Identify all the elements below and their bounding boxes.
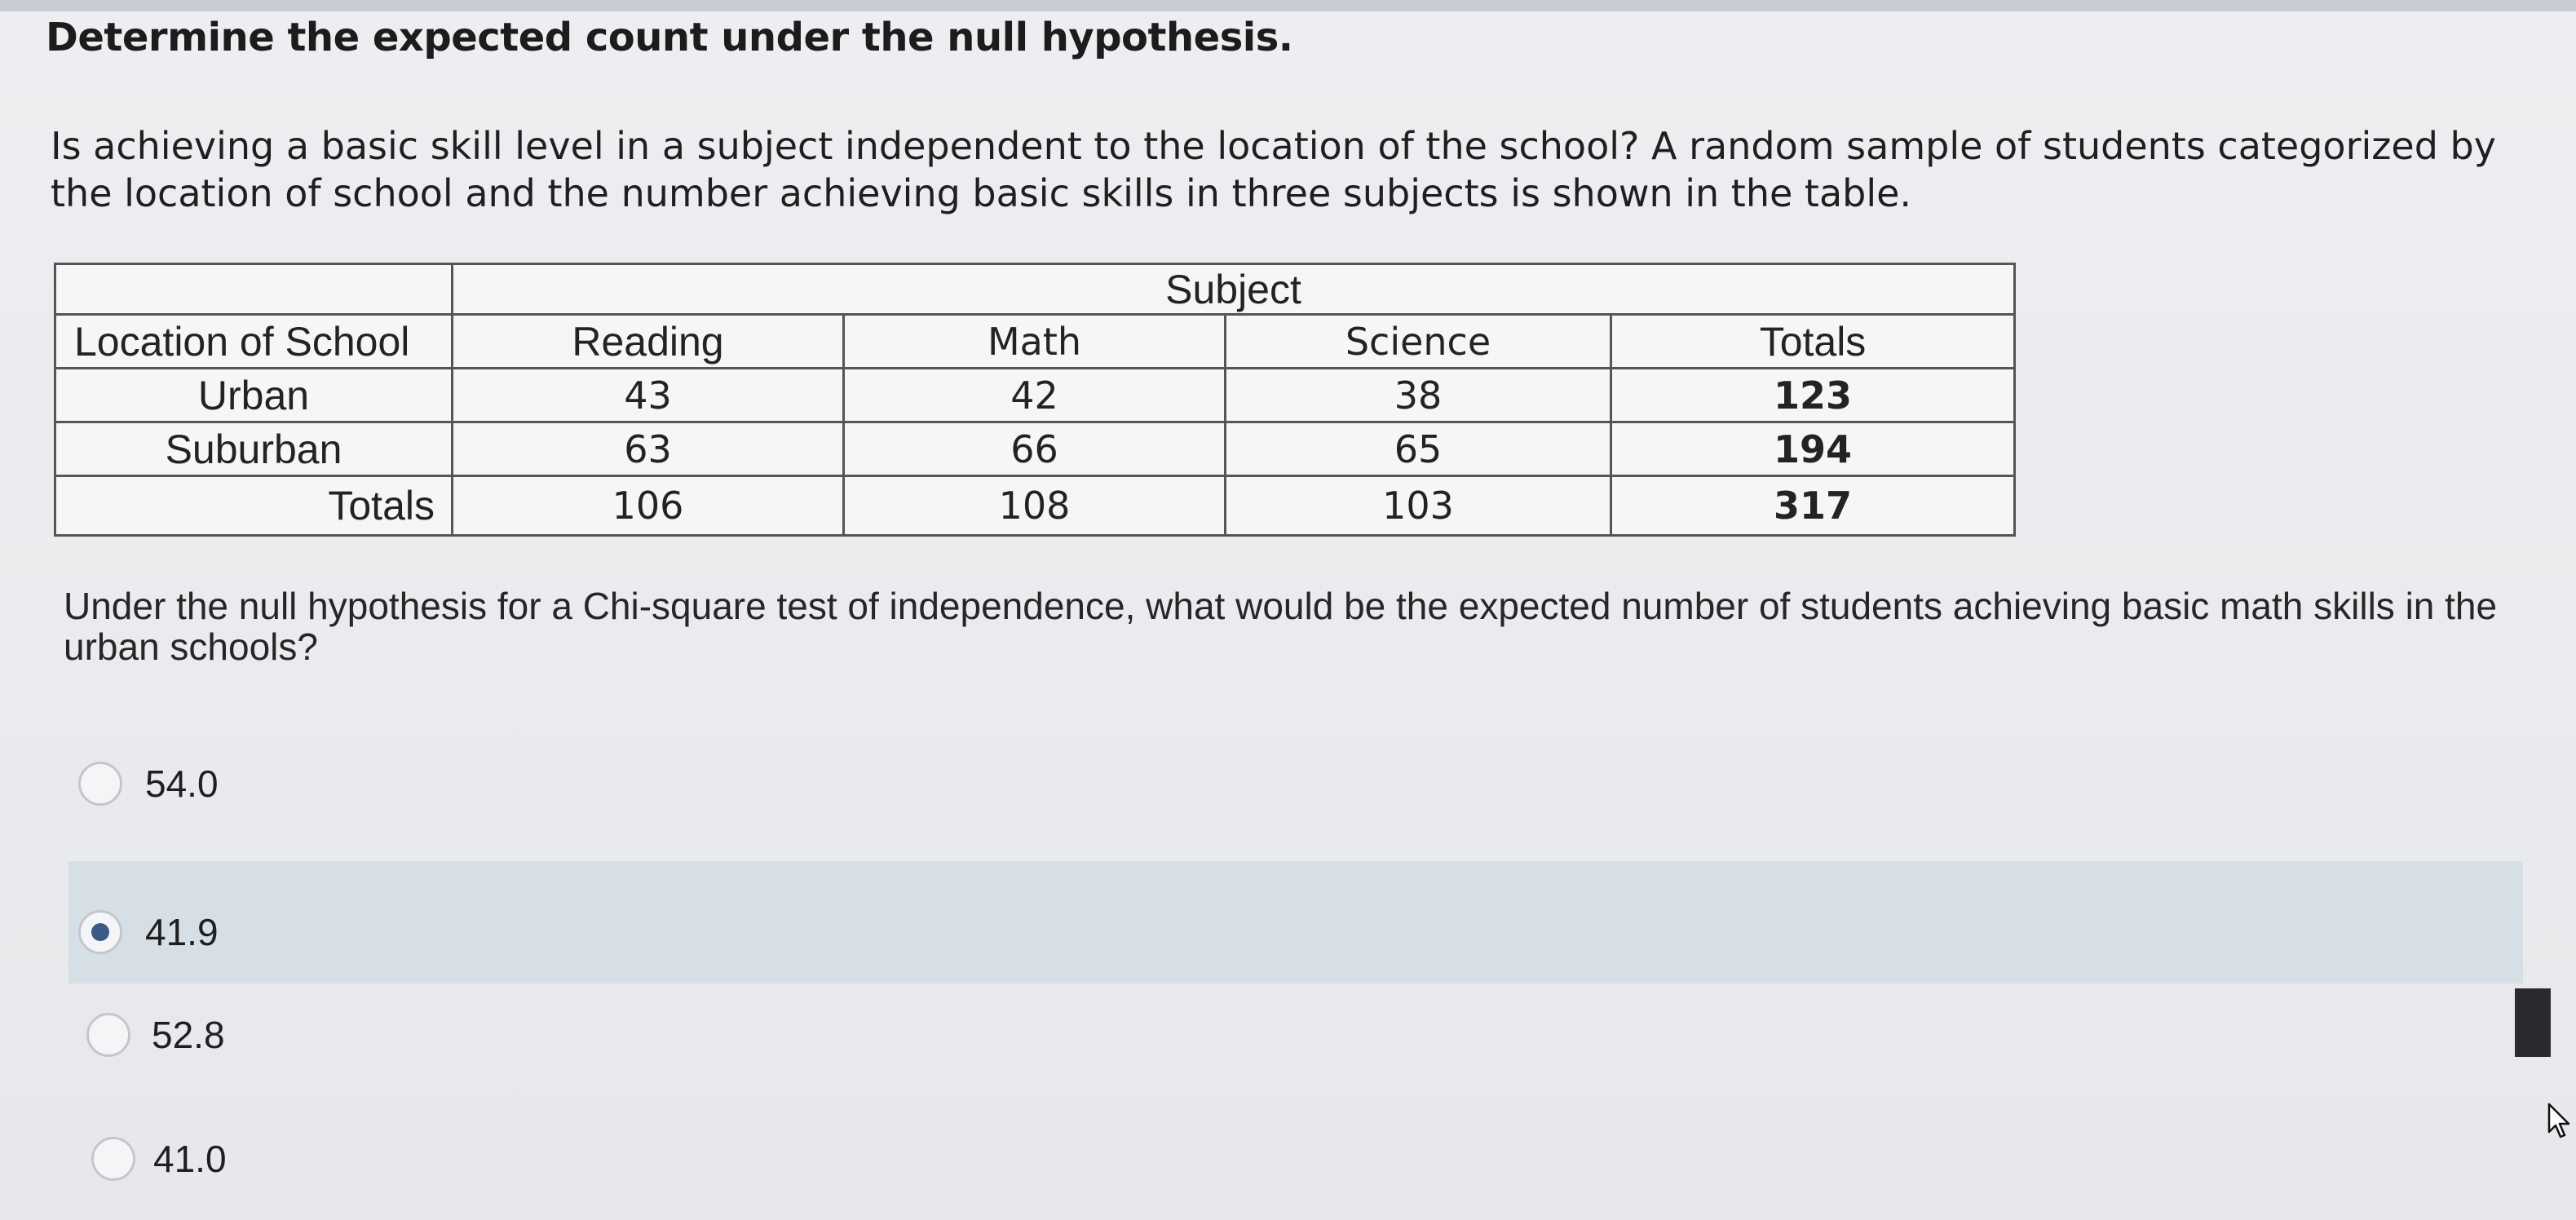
radio-button-icon[interactable]	[86, 1013, 130, 1057]
cell-suburban-science: 65	[1226, 423, 1612, 477]
top-strip	[0, 0, 2576, 11]
answer-option-1[interactable]	[0, 726, 2528, 848]
radio-button-icon[interactable]	[78, 762, 122, 806]
column-header-science: Science	[1226, 316, 1612, 369]
cell-urban-totals: 123	[1612, 369, 2013, 423]
mouse-cursor-icon	[2546, 1103, 2572, 1140]
cell-totals-science: 103	[1226, 477, 1612, 534]
subject-group-header: Subject	[453, 265, 2013, 316]
cell-urban-reading: 43	[453, 369, 845, 423]
cell-suburban-math: 66	[845, 423, 1226, 477]
cell-totals-math: 108	[845, 477, 1226, 534]
column-header-reading: Reading	[453, 316, 845, 369]
column-header-math: Math	[845, 316, 1226, 369]
answer-option-label: 41.9	[145, 911, 219, 953]
row-label-totals: Totals	[56, 477, 453, 534]
cell-suburban-totals: 194	[1612, 423, 2013, 477]
answer-option-3[interactable]	[0, 975, 2528, 1098]
data-table	[54, 263, 2016, 537]
row-header-location: Location of School	[56, 316, 453, 369]
answer-option-2-selected[interactable]	[68, 861, 2523, 984]
followup-question: Under the null hypothesis for a Chi-square test of independence, what would be the expected number of students achieving basic math skills in the urban schools?	[64, 585, 2498, 668]
radio-button-icon[interactable]	[78, 910, 122, 954]
radio-selected-dot	[91, 923, 109, 941]
cell-suburban-reading: 63	[453, 423, 845, 477]
row-label-urban: Urban	[56, 369, 453, 423]
row-label-suburban: Suburban	[56, 423, 453, 477]
question-heading: Determine the expected count under the null hypothesis.	[46, 15, 1293, 60]
radio-button-icon[interactable]	[91, 1137, 135, 1181]
cell-totals-totals: 317	[1773, 484, 1853, 528]
answer-option-4[interactable]	[0, 1098, 2528, 1220]
column-header-totals: Totals	[1612, 316, 2013, 369]
question-text: Is achieving a basic skill level in a subject independent to the location of the school? A random sample of students categorized by the location of school and the number achieving basic skills in three subjects is shown in the table.	[51, 124, 2496, 215]
answer-option-label: 52.8	[152, 1014, 225, 1056]
cell-urban-math: 42	[845, 369, 1226, 423]
scrollbar-thumb[interactable]	[2515, 988, 2551, 1057]
answer-option-label: 54.0	[145, 762, 219, 805]
answer-option-label: 41.0	[153, 1138, 227, 1180]
cell-totals-reading: 106	[453, 477, 845, 534]
cell-urban-science: 38	[1226, 369, 1612, 423]
table-corner-cell	[56, 265, 453, 316]
